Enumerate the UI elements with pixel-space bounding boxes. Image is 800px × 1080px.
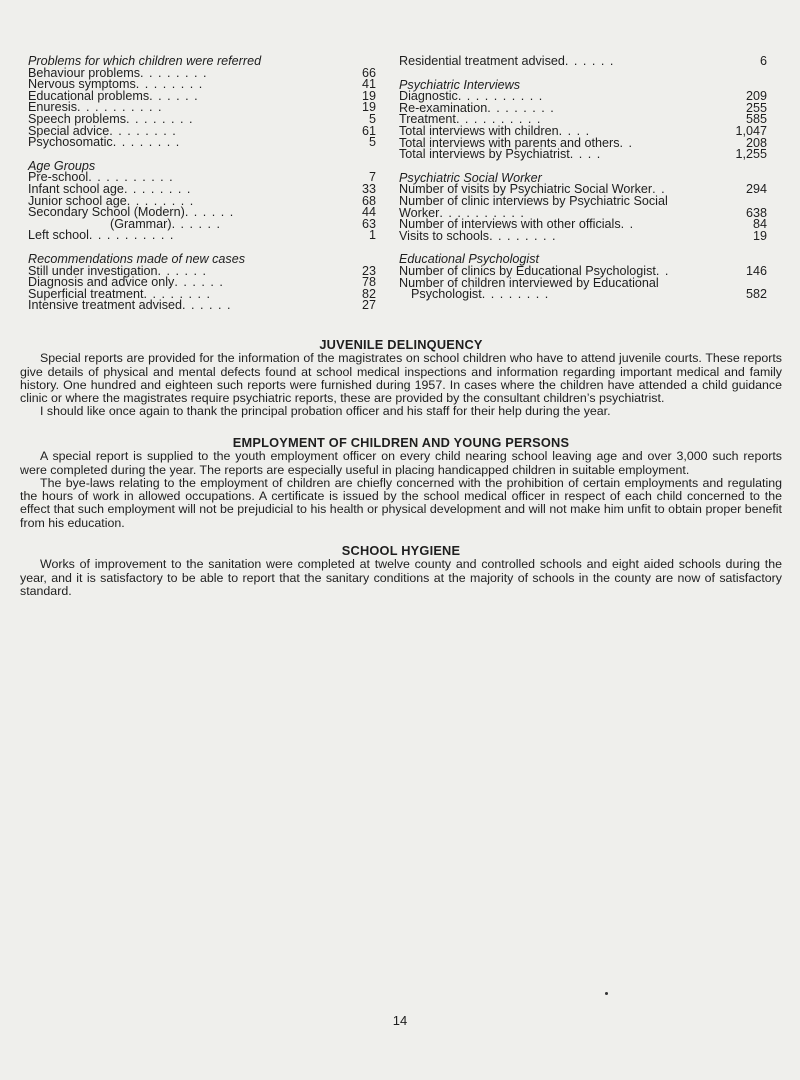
stat-row: Nervous symptoms. . . . . . . . 41	[28, 77, 376, 92]
stat-row: Re-examination. . . . . . . . 255	[399, 100, 767, 115]
stat-row: Enuresis. . . . . . . . . . 19	[28, 100, 376, 115]
stat-value: 1,047	[735, 123, 767, 138]
section-title: Psychiatric Social Worker	[399, 170, 542, 185]
stat-value: 6	[759, 54, 767, 68]
stat-value: 255	[745, 100, 767, 115]
paragraph: The bye-laws relating to the employment of children are chiefly concerned with the prohibition of certain employments and regulating the hours of work in allowed occupations. A certificate is issued by the school medical officer in respect of each child concerned to the effect that such employment will not be prejudicial to his health or physical development and will not make him unfit to obtain proper benefit from his education.	[20, 475, 782, 530]
paragraph: I should like once again to thank the principal probation officer and his staff for their help during the year.	[40, 404, 611, 419]
stat-row: Total interviews with parents and others. . 208	[399, 135, 767, 150]
stat-value: 23	[361, 263, 376, 278]
stat-row: Behaviour problems. . . . . . . . 66	[28, 65, 376, 80]
stat-row: Educational problems. . . . . . 19	[28, 88, 376, 103]
stat-value: 1	[368, 228, 376, 243]
stat-value: 1,255	[735, 147, 767, 162]
stat-row: Secondary School (Modern). . . . . . 44	[28, 205, 376, 220]
age-groups-section	[28, 158, 376, 243]
stat-row: Still under investigation. . . . . . 23	[28, 263, 376, 278]
section-heading: EMPLOYMENT OF CHILDREN AND YOUNG PERSONS	[232, 435, 570, 450]
section-heading: SCHOOL HYGIENE	[341, 543, 461, 558]
stat-row: Visits to schools. . . . . . . . 19	[399, 228, 767, 243]
school-hygiene-section	[20, 544, 782, 598]
employment-section	[20, 436, 782, 530]
stat-row: Pre-school. . . . . . . . . . 7	[28, 170, 376, 185]
stat-value: 44	[361, 205, 376, 220]
stat-row: Number of clinics by Educational Psychologist. . 146	[399, 263, 767, 278]
stat-value: 33	[361, 181, 376, 196]
stat-value: 208	[745, 135, 767, 150]
print-speck	[605, 992, 608, 995]
paragraph: Special reports are provided for the information of the magistrates on school children who have to attend juvenile courts. These reports give details of physical and mental defects found at school medical inspections and information regarding important medical and family history. One hundred and eighteen such reports were furnished during 1957. In cases where the children have attended a child guidance clinic or where the magistrates require psychiatric reports, these are provided by the consultant children’s psychiatrist.	[20, 351, 782, 406]
stat-row: Junior school age. . . . . . . . 68	[28, 193, 376, 208]
paragraph: Works of improvement to the sanitation were completed at twelve county and controlled schools and eight aided schools during the year, and it is satisfactory to be able to report that the sanitary conditions at the majority of schools in the county are now of satisfactory standard.	[20, 557, 782, 598]
page-number: 14	[392, 1013, 408, 1028]
stat-row: Speech problems. . . . . . . . 5	[28, 111, 376, 126]
section-title: Educational Psychologist	[399, 252, 540, 267]
stat-row: Number of visits by Psychiatric Social Worker. . 294	[399, 182, 767, 197]
right-stats-column	[399, 56, 767, 313]
stat-row: Number of interviews with other officials. . 84	[399, 217, 767, 232]
juvenile-delinquency-section	[20, 338, 782, 419]
stat-value: 19	[361, 100, 376, 115]
stat-row: Total interviews by Psychiatrist. . . . 1,255	[399, 147, 767, 162]
recommendations-section	[28, 251, 376, 313]
stat-value: 66	[361, 65, 376, 80]
stat-value: 41	[361, 77, 376, 92]
section-title: Recommendations made of new cases	[28, 251, 246, 266]
stat-row: Left school. . . . . . . . . . 1	[28, 228, 376, 243]
stat-value: 294	[745, 182, 767, 197]
stat-value: 19	[752, 228, 767, 243]
section-heading: JUVENILE DELINQUENCY	[319, 337, 483, 352]
stat-value: 61	[361, 123, 376, 138]
social-worker-section	[399, 170, 767, 243]
stat-value: 209	[745, 89, 767, 104]
stat-row: Treatment. . . . . . . . . . 585	[399, 112, 767, 127]
stat-value: 582	[745, 287, 767, 302]
stat-value: 19	[361, 88, 376, 103]
stat-row: Diagnosis and advice only. . . . . . 78	[28, 275, 376, 290]
residential-section	[399, 56, 767, 68]
stat-value: 146	[745, 263, 767, 278]
left-stats-column	[28, 56, 376, 324]
section-title: Problems for which children were referred	[28, 54, 262, 68]
educational-psychologist-section	[399, 254, 767, 300]
stat-row: Psychosomatic. . . . . . . . 5	[28, 135, 376, 150]
stat-value: 68	[361, 193, 376, 208]
stat-value: 7	[368, 170, 376, 185]
section-title: Age Groups	[28, 158, 96, 173]
stat-row: Diagnostic. . . . . . . . . . 209	[399, 89, 767, 104]
section-title: Psychiatric Interviews	[399, 77, 521, 92]
stat-row: Intensive treatment advised. . . . . . 27	[28, 298, 376, 313]
stat-row: Superficial treatment. . . . . . . . 82	[28, 286, 376, 301]
stat-value: 638	[745, 205, 767, 220]
stat-value: 585	[745, 112, 767, 127]
stat-value: 5	[368, 111, 376, 126]
paragraph: A special report is supplied to the youth employment officer on every child nearing school leaving age and over 3,000 such reports were completed during the year. The reports are especially useful in placing handicapped children in suitable employment.	[20, 449, 782, 477]
stat-value: 27	[361, 298, 376, 313]
stat-row: Number of children interviewed by Educational Psychologist. . . . . . . . 582	[399, 275, 767, 302]
referred-section	[28, 56, 376, 149]
stat-row: Number of clinic interviews by Psychiatric Social Worker. . . . . . . . . . 638	[399, 193, 767, 220]
stat-value: 78	[361, 275, 376, 290]
stat-value: 82	[361, 286, 376, 301]
stat-value: 5	[368, 135, 376, 150]
psychiatric-interviews-section	[399, 77, 767, 162]
stat-row: Infant school age. . . . . . . . 33	[28, 181, 376, 196]
stat-row: (Grammar). . . . . . 63	[110, 216, 376, 231]
stat-row: Total interviews with children. . . . 1,047	[399, 123, 767, 138]
stat-value: 63	[361, 216, 376, 231]
stat-row: Residential treatment advised. . . . . . 6	[399, 54, 767, 68]
stat-value: 84	[752, 217, 767, 232]
stat-row: Special advice. . . . . . . . 61	[28, 123, 376, 138]
